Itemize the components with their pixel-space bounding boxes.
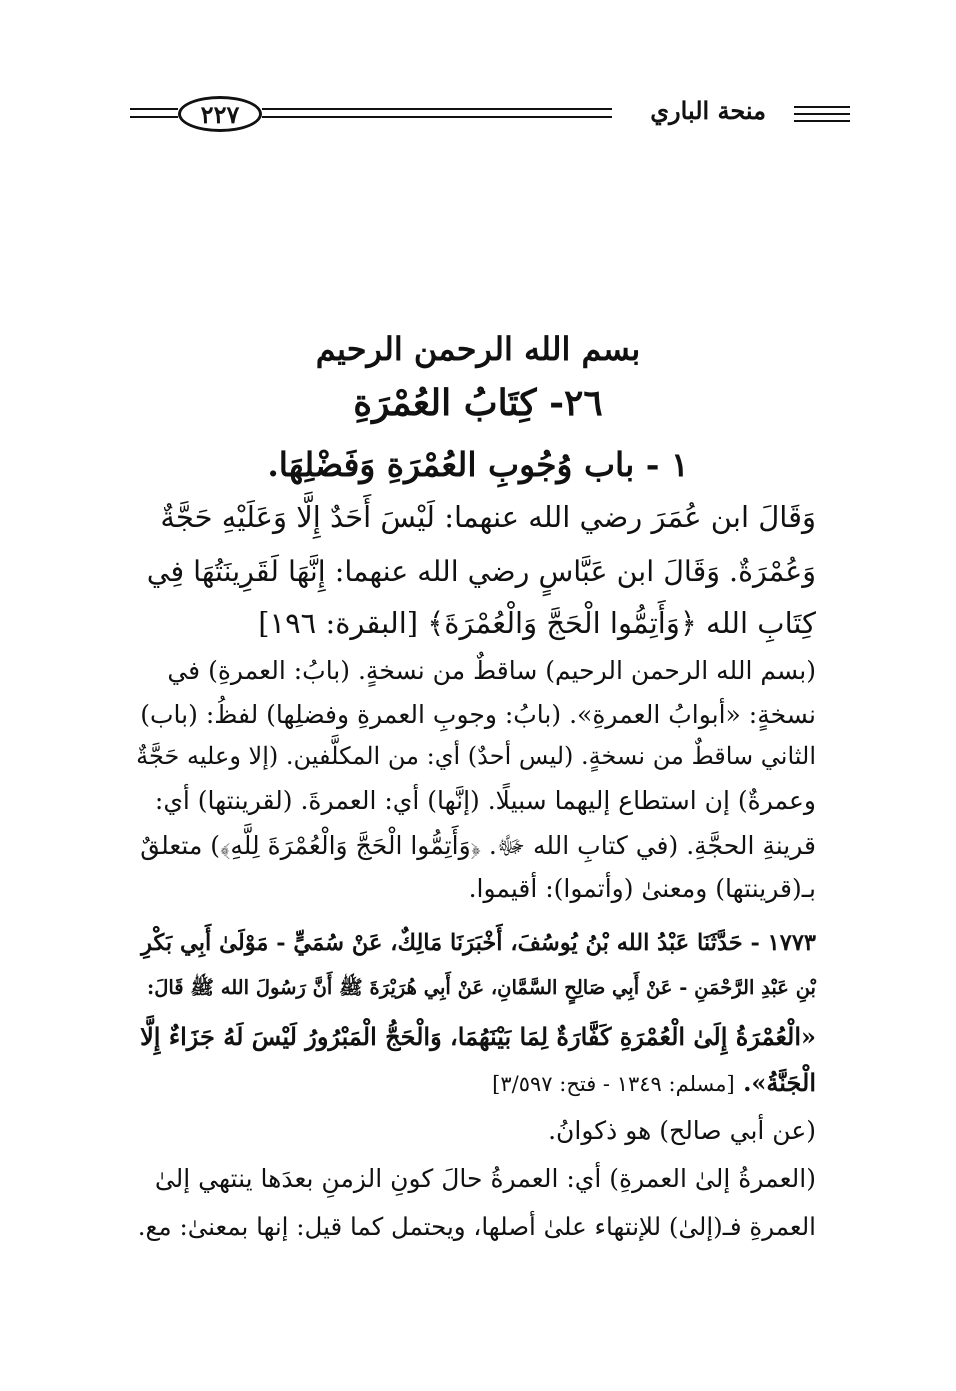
hadith-ending: الْجَنَّةُ». bbox=[743, 1068, 816, 1097]
commentary-line: الثاني ساقطٌ من نسخةٍ. (ليس أحدٌ) أي: من المكلَّفين. (إلا وعليه حَجَّةٌ bbox=[136, 742, 816, 770]
header-rule-mid-bottom bbox=[262, 116, 612, 118]
matn-line: وَعُمْرَةٌ. وَقَالَ ابن عَبَّاسٍ رضي الله عنهما: إِنَّهَا لَقَرِينَتُهَا فِي bbox=[146, 555, 816, 588]
basmala: بسم الله الرحمن الرحيم bbox=[315, 330, 641, 368]
hadith-reference: [مسلم: ١٣٤٩ - فتح: ٣/٥٩٧] bbox=[492, 1072, 735, 1096]
header-rule-left-top bbox=[130, 108, 178, 110]
hadith-line: «الْعُمْرَةُ إِلَىٰ الْعُمْرَةِ كَفَّارَةٌ لِمَا بَيْنَهُمَا، وَالْحَجُّ الْمَبْرُورُ لَيْسَ لَهُ جَزَاءٌ إِلَّا bbox=[140, 1022, 816, 1051]
hadith-last-line bbox=[492, 1068, 816, 1097]
commentary-line: قرينةِ الحجَّةِ. (في كتابِ الله ﷻ. ﴿وَأَتِمُّوا الْحَجَّ وَالْعُمْرَةَ لِلَّهِ﴾) متعلقٌ bbox=[140, 831, 816, 860]
kitab-title: ٢٦- كِتَابُ العُمْرَةِ bbox=[353, 382, 603, 424]
matn-line: وَقَالَ ابن عُمَرَ رضي الله عنهما: لَيْسَ أَحَدٌ إِلَّا وَعَلَيْهِ حَجَّةٌ bbox=[160, 500, 816, 534]
header-rule-right-2 bbox=[794, 113, 850, 115]
header-rule-right-1 bbox=[794, 106, 850, 108]
header-rule-mid-top bbox=[262, 108, 612, 110]
commentary-line: بـ(قرينتها) ومعنىٰ (وأتموا): أقيموا. bbox=[468, 874, 816, 903]
page-header bbox=[130, 86, 850, 146]
commentary-line: (عن أبي صالح) هو ذكوانُ. bbox=[548, 1116, 816, 1145]
page-number: ٢٢٧ bbox=[178, 96, 262, 132]
header-rule-left-bottom bbox=[130, 116, 178, 118]
commentary-line: العمرةِ فـ(إلىٰ) للإنتهاء علىٰ أصلها، ويحتمل كما قيل: إنها بمعنىٰ: مع. bbox=[137, 1212, 816, 1241]
hadith-line: ١٧٧٣ - حَدَّثَنَا عَبْدُ الله بْنُ يُوسُفَ، أَخْبَرَنَا مَالِكٌ، عَنْ سُمَيٍّ - مَوْلَىٰ أَبِي بَكْرِ bbox=[141, 930, 816, 956]
matn-line: كِتَابِ الله ﴿وَأَتِمُّوا الْحَجَّ وَالْعُمْرَةَ﴾ [البقرة: ١٩٦] bbox=[258, 606, 816, 640]
hadith-line: بْنِ عَبْدِ الرَّحْمَنِ - عَنْ أَبِي صَالِحٍ السَّمَّانِ، عَنْ أَبِي هُرَيْرَةَ ﷺ أَنَّ رَسُولَ الله ﷺ قَالَ: bbox=[147, 976, 816, 999]
header-rule-right-3 bbox=[794, 120, 850, 122]
commentary-line: وعمرةٌ) إن استطاع إليهما سبيلًا. (إنَّها) أي: العمرةَ. (لقرينتها) أي: bbox=[154, 786, 816, 815]
commentary-line: (العمرةُ إلىٰ العمرةِ) أي: العمرةُ حالَ كونِ الزمنِ بعدَها ينتهي إلىٰ bbox=[154, 1164, 816, 1193]
book-title: منحة الباري bbox=[650, 96, 766, 125]
commentary-line: نسخةٍ: «أبوابُ العمرةِ». (بابُ: وجوبِ العمرةِ وفضلِها) لفظُ: (باب) bbox=[140, 700, 816, 729]
commentary-line: (بسم الله الرحمن الرحيم) ساقطٌ من نسخةٍ. (بابُ: العمرةِ) في bbox=[167, 656, 816, 685]
bab-title: ١ - باب وُجُوبِ العُمْرَةِ وَفَضْلِهَا. bbox=[267, 445, 689, 484]
